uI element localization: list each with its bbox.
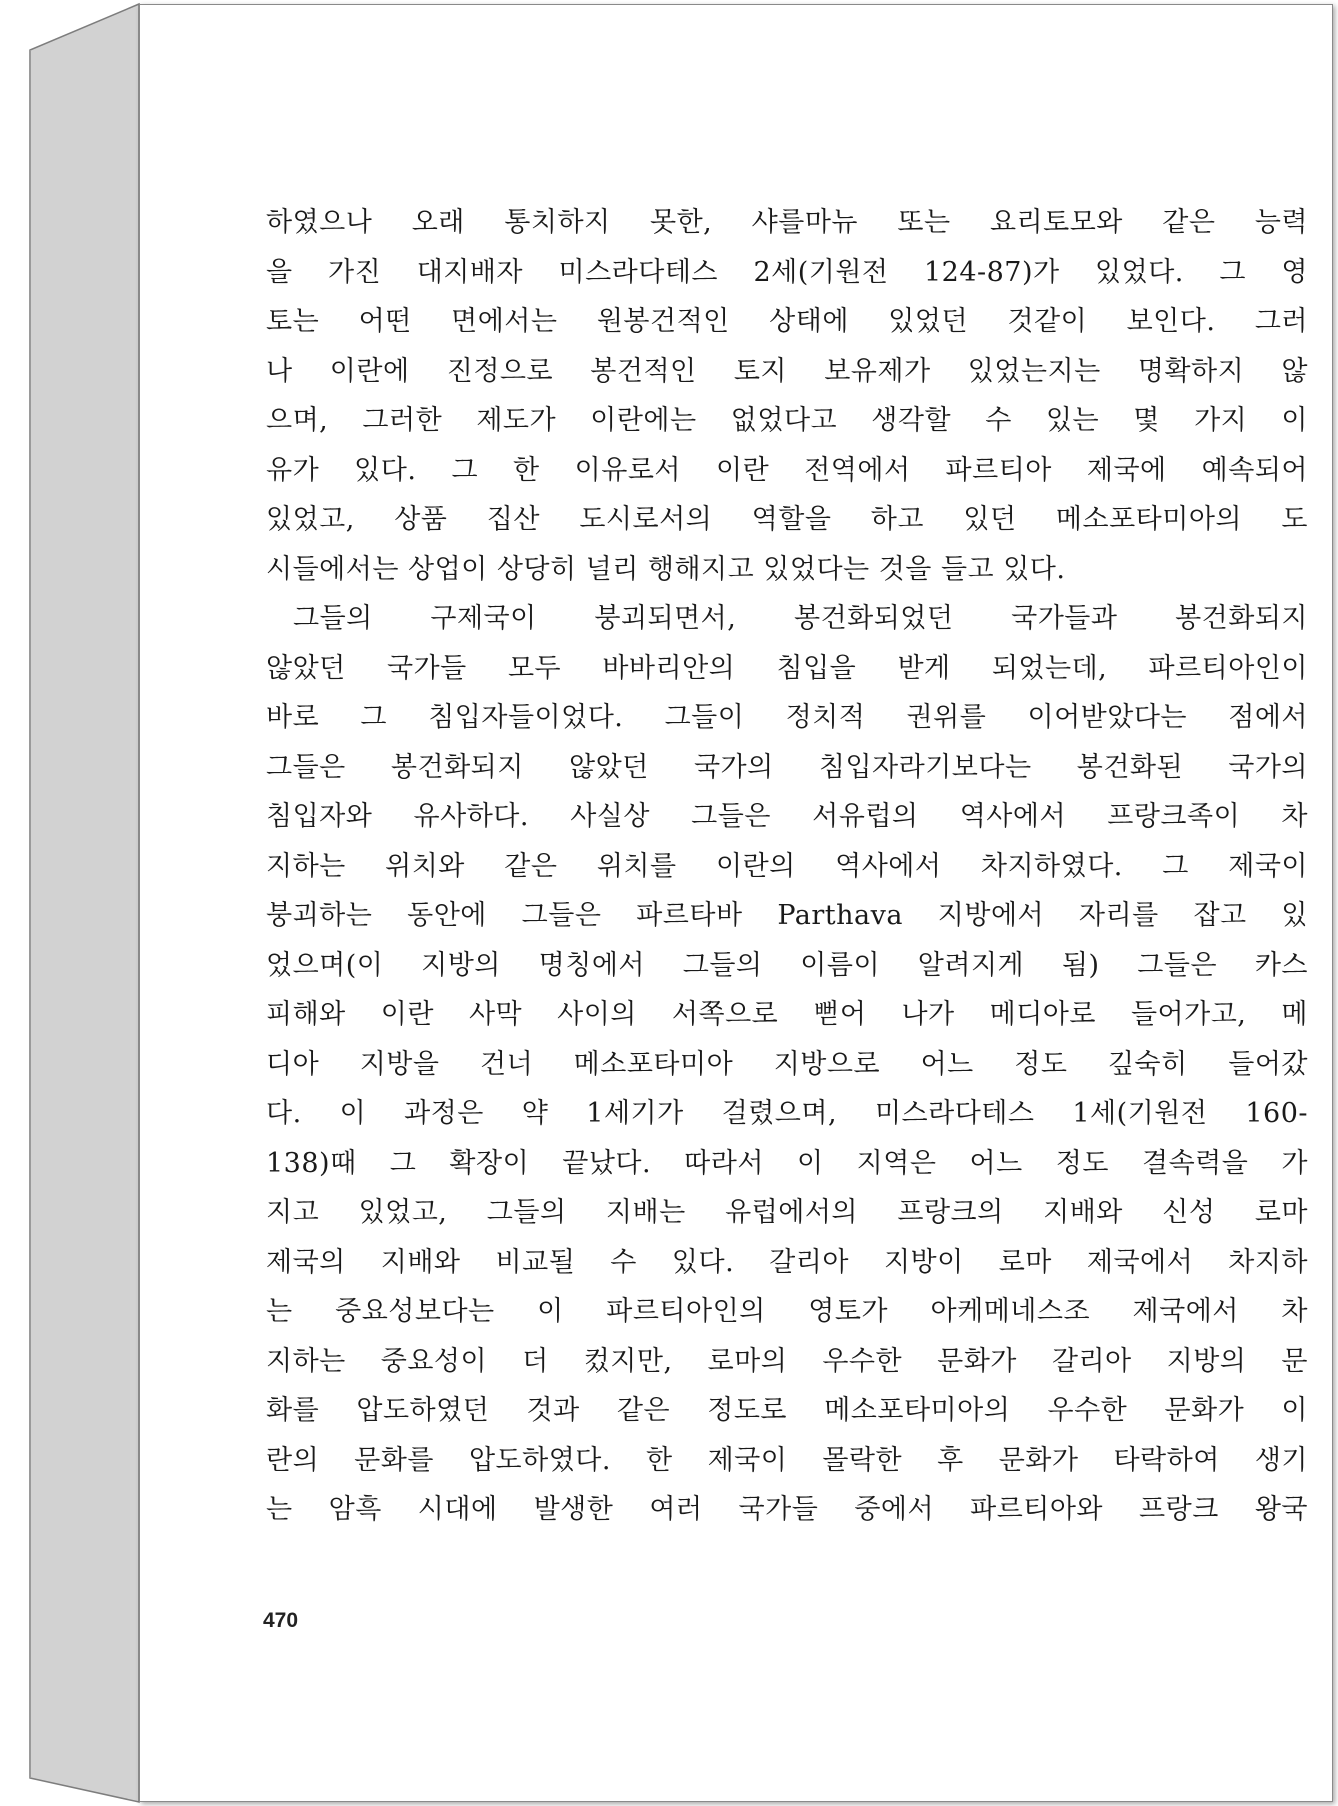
text-line: 하였으나 오래 통치하지 못한, 샤를마뉴 또는 요리토모와 같은 능력 bbox=[266, 207, 1308, 238]
text-line: 란의 문화를 압도하였다. 한 제국이 몰락한 후 문화가 타락하여 생기 bbox=[266, 1444, 1308, 1476]
text-line: 피해와 이란 사막 사이의 서쪽으로 뻗어 나가 메디아로 들어가고, 메 bbox=[266, 999, 1308, 1030]
text-line: 지하는 중요성이 더 컸지만, 로마의 우수한 문화가 갈리아 지방의 문 bbox=[266, 1345, 1308, 1377]
text-line: 디아 지방을 건너 메소포타미아 지방으로 어느 정도 깊숙히 들어갔 bbox=[266, 1048, 1308, 1080]
text-line: 바로 그 침입자들이었다. 그들이 정치적 권위를 이어받았다는 점에서 bbox=[266, 702, 1308, 733]
text-line: 침입자와 유사하다. 사실상 그들은 서유럽의 역사에서 프랑크족이 차 bbox=[266, 801, 1308, 832]
text-line: 유가 있다. 그 한 이유로서 이란 전역에서 파르티아 제국에 예속되어 bbox=[266, 454, 1308, 486]
page-number: 470 bbox=[263, 1609, 299, 1632]
text-line: 않았던 국가들 모두 바바리안의 침입을 받게 되었는데, 파르티아인이 bbox=[266, 652, 1308, 684]
text-line: 138)때 그 확장이 끝났다. 따라서 이 지역은 어느 정도 결속력을 가 bbox=[266, 1147, 1308, 1179]
text-line: 그들은 봉건화되지 않았던 국가의 침입자라기보다는 봉건화된 국가의 bbox=[266, 751, 1308, 783]
paragraph-start-line: 그들의 구제국이 붕괴되면서, 봉건화되었던 국가들과 봉건화되지 bbox=[293, 603, 1308, 634]
text-line: 는 암흑 시대에 발생한 여러 국가들 중에서 파르티아와 프랑크 왕국 bbox=[266, 1494, 1308, 1525]
body-text bbox=[266, 198, 1308, 1535]
text-line: 제국의 지배와 비교될 수 있다. 갈리아 지방이 로마 제국에서 차지하 bbox=[266, 1246, 1308, 1278]
document-page bbox=[139, 4, 1333, 1802]
text-line: 지하는 위치와 같은 위치를 이란의 역사에서 차지하였다. 그 제국이 bbox=[266, 850, 1308, 882]
text-line: 으며, 그러한 제도가 이란에는 없었다고 생각할 수 있는 몇 가지 이 bbox=[266, 405, 1308, 436]
text-line: 었으며(이 지방의 명칭에서 그들의 이름이 알려지게 됨) 그들은 카스 bbox=[266, 949, 1308, 981]
text-line: 다. 이 과정은 약 1세기가 걸렸으며, 미스라다테스 1세(기원전 160- bbox=[266, 1098, 1308, 1129]
text-line: 화를 압도하였던 것과 같은 정도로 메소포타미아의 우수한 문화가 이 bbox=[266, 1395, 1308, 1426]
text-line: 을 가진 대지배자 미스라다테스 2세(기원전 124-87)가 있었다. 그 영 bbox=[266, 256, 1308, 288]
text-line: 는 중요성보다는 이 파르티아인의 영토가 아케메네스조 제국에서 차 bbox=[266, 1296, 1308, 1327]
text-line: 지고 있었고, 그들의 지배는 유럽에서의 프랑크의 지배와 신성 로마 bbox=[266, 1197, 1308, 1228]
text-line: 나 이란에 진정으로 봉건적인 토지 보유제가 있었는지는 명확하지 않 bbox=[266, 355, 1308, 387]
text-line: 붕괴하는 동안에 그들은 파르타바 Parthava 지방에서 자리를 잡고 있 bbox=[266, 900, 1308, 931]
text-line: 시들에서는 상업이 상당히 널리 행해지고 있었다는 것을 들고 있다. bbox=[266, 553, 1066, 585]
text-line: 있었고, 상품 집산 도시로서의 역할을 하고 있던 메소포타미아의 도 bbox=[266, 504, 1308, 535]
text-line: 토는 어떤 면에서는 원봉건적인 상태에 있었던 것같이 보인다. 그러 bbox=[266, 306, 1308, 337]
